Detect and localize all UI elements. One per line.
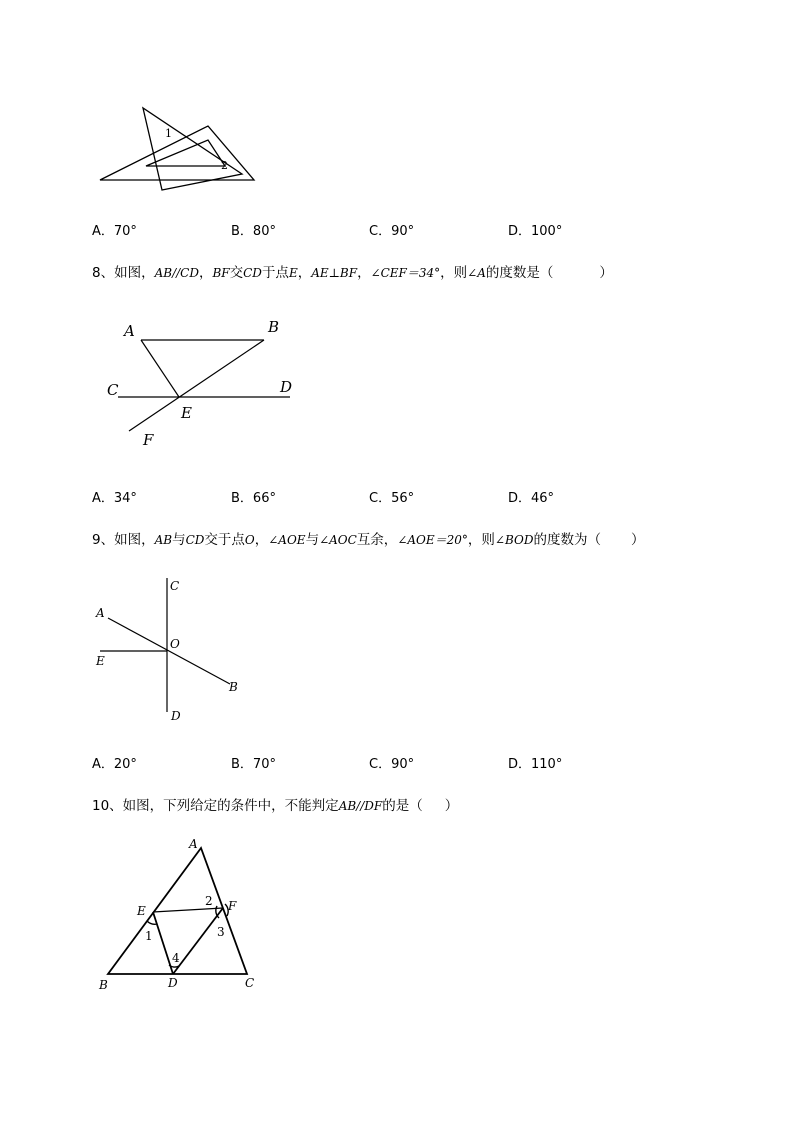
q8-label-d: D	[280, 378, 293, 396]
q10-math: AB//DF	[338, 799, 383, 813]
q9-option-a[interactable]: A．20°	[92, 757, 137, 772]
q8-math: E	[288, 266, 298, 280]
q10-line-ed	[153, 912, 173, 974]
q10-line-df	[173, 908, 223, 974]
q8-question-text	[92, 261, 613, 281]
q8-line-ae	[141, 340, 179, 397]
q8-label-c: C	[107, 381, 119, 399]
q9-math: ∠AOE＝20°	[397, 533, 468, 547]
q9-option-b[interactable]: B．70°	[231, 757, 276, 772]
q10-angle2-label: 2	[205, 894, 213, 908]
q10-angle4-label: 4	[172, 951, 180, 965]
q10-question-text	[92, 794, 458, 814]
q9-label-d: D	[171, 709, 181, 723]
q10-angle3-label: 3	[217, 925, 225, 939]
q8-label-b: B	[268, 318, 280, 336]
q8-text: 8、如图，	[92, 265, 155, 281]
q8-math: BF	[212, 266, 230, 280]
q9-option-c[interactable]: C．90°	[369, 757, 415, 772]
q7-option-d[interactable]: D．100°	[508, 224, 563, 239]
q8-label-a: A	[124, 322, 135, 340]
q8-math: CD	[243, 266, 262, 280]
q7-angle2-label: 2	[221, 159, 228, 172]
q9-text: 与	[172, 532, 186, 548]
q8-geometry-figure	[100, 314, 310, 454]
q9-text: 与	[305, 532, 320, 548]
q8-text: 于点	[261, 265, 289, 281]
q8-label-f: F	[143, 431, 154, 449]
q9-math: ∠AOE	[268, 533, 306, 547]
q9-label-b: B	[229, 680, 238, 694]
q8-text: ，	[297, 265, 312, 281]
q10-text: 10、如图，下列给定的条件中，不能判定	[92, 798, 339, 814]
q9-math: ∠AOC	[319, 533, 357, 547]
q7-triangle-front-inner	[146, 140, 225, 166]
q8-option-c[interactable]: C．56°	[369, 491, 415, 506]
q7-option-c[interactable]: C．90°	[369, 224, 415, 239]
q8-math: AE⊥BF	[311, 266, 358, 280]
q8-text: 交	[229, 265, 244, 281]
q9-geometry-figure	[90, 574, 260, 726]
q8-math: ∠A	[467, 266, 486, 280]
q10-label-f: F	[228, 899, 237, 913]
q8-line-bf	[129, 340, 264, 431]
q9-label-e: E	[96, 654, 105, 668]
q8-text: ）	[599, 265, 613, 281]
q8-text: ，	[198, 265, 213, 281]
q10-text: ）	[444, 798, 459, 814]
q10-label-c: C	[245, 976, 255, 990]
q10-label-a: A	[189, 837, 198, 851]
q8-text: ，	[357, 265, 371, 281]
q10-angle1-label: 1	[145, 929, 153, 943]
q7-angle1-label: 1	[165, 127, 172, 140]
q10-label-b: B	[99, 978, 108, 992]
q8-text: 的度数是（	[485, 265, 554, 281]
q7-option-b[interactable]: B．80°	[231, 224, 276, 239]
q8-math: ∠CEF＝34°	[370, 266, 441, 280]
q8-option-a[interactable]: A．34°	[92, 491, 137, 506]
q10-text: 的是（	[382, 798, 423, 814]
q8-text: ，则	[440, 265, 468, 281]
q9-text: 互余，	[356, 532, 398, 548]
q9-text: ，则	[467, 532, 495, 548]
q7-set-squares-figure	[90, 100, 260, 200]
q9-label-c: C	[170, 579, 180, 593]
q9-label-a: A	[96, 606, 105, 620]
q8-option-b[interactable]: B．66°	[231, 491, 276, 506]
q10-label-e: E	[137, 904, 146, 918]
q10-label-d: D	[168, 976, 178, 990]
q8-label-e: E	[181, 404, 192, 422]
q10-line-ef	[153, 908, 223, 912]
q9-math: O	[244, 533, 255, 547]
q9-text: ）	[630, 532, 645, 548]
q10-angle4-arc	[169, 965, 179, 967]
q9-math: CD	[185, 533, 205, 547]
q8-option-d[interactable]: D．46°	[508, 491, 555, 506]
q9-option-d[interactable]: D．110°	[508, 757, 563, 772]
q9-math: AB	[154, 533, 173, 547]
q9-label-o: O	[170, 637, 180, 651]
q8-math: AB//CD	[154, 266, 199, 280]
q9-text: 9、如图，	[92, 532, 155, 548]
q9-text: ，	[254, 532, 269, 548]
q9-text: 的度数为（	[533, 532, 601, 548]
q7-option-a[interactable]: A．70°	[92, 224, 137, 239]
q10-geometry-figure	[95, 832, 270, 997]
q9-text: 交于点	[204, 532, 245, 548]
q9-math: ∠BOD	[494, 533, 534, 547]
q9-question-text	[92, 528, 644, 548]
